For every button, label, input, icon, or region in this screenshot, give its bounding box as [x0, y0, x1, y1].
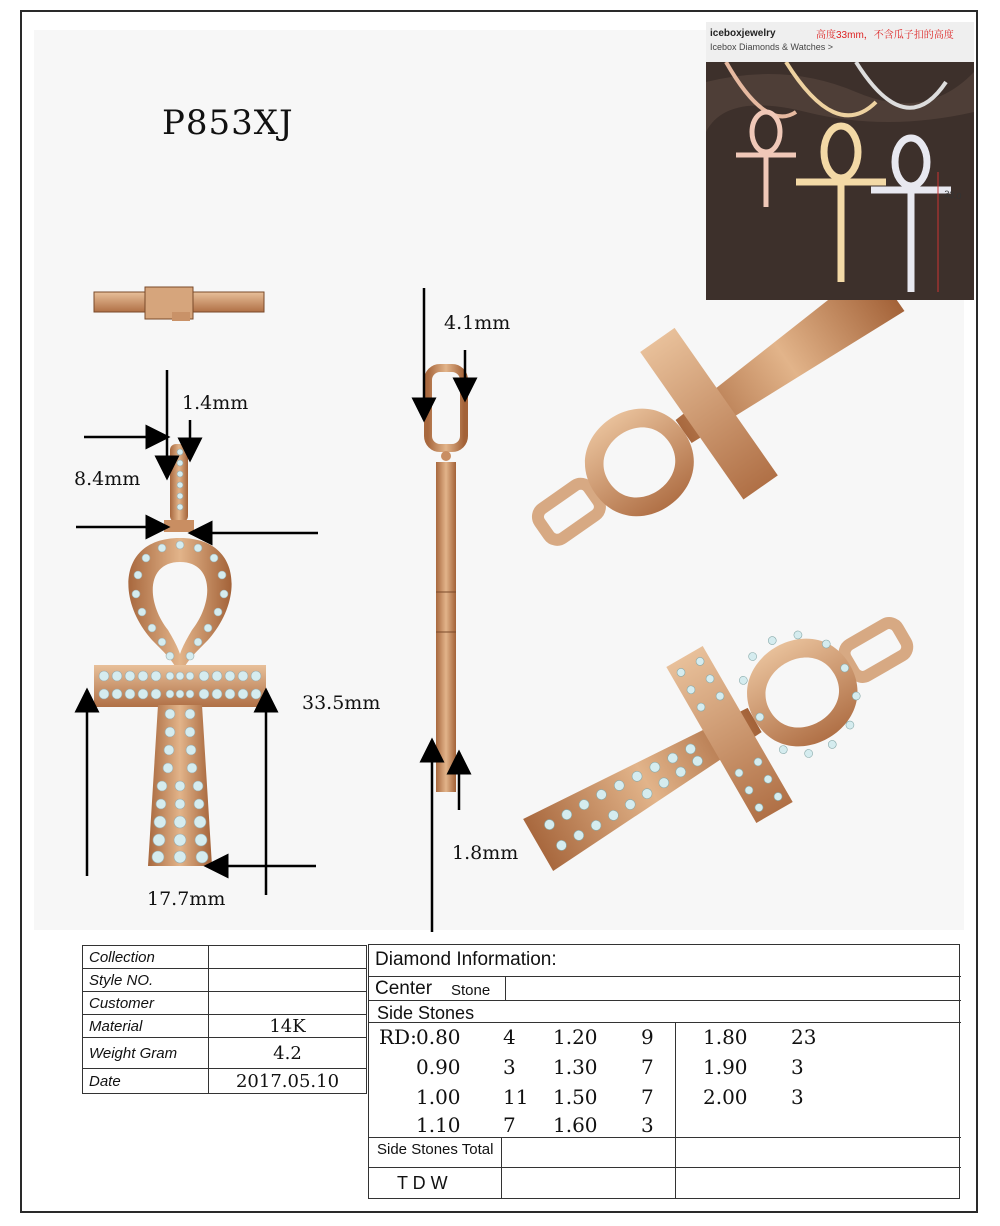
info-label: Material	[83, 1015, 209, 1038]
stone-qty: 3	[791, 1055, 804, 1079]
divider	[369, 1137, 961, 1138]
stone-qty: 11	[503, 1085, 529, 1109]
stone-qty: 3	[503, 1055, 516, 1079]
reference-photo	[706, 22, 974, 300]
style-title: P853XJ	[162, 103, 294, 143]
diamond-heading: Diamond Information:	[375, 949, 557, 970]
stone-qty: 3	[791, 1085, 804, 1109]
stone-render	[493, 557, 947, 923]
info-row-date	[83, 1069, 367, 1094]
info-row-weight	[83, 1038, 367, 1069]
info-label: Date	[83, 1069, 209, 1094]
stone-size: 1.80	[703, 1025, 748, 1049]
dim-top-width: 8.4mm	[74, 468, 141, 490]
stone-size: 1.60	[553, 1113, 598, 1137]
stone-qty: 7	[641, 1085, 654, 1109]
stone-qty: 7	[641, 1055, 654, 1079]
divider	[505, 976, 506, 1000]
divider	[675, 1022, 676, 1198]
stone-size: 1.90	[703, 1055, 748, 1079]
dim-bail-width: 1.4mm	[182, 392, 249, 414]
stone-size: 1.20	[553, 1025, 598, 1049]
front-view-ankh	[94, 444, 266, 866]
info-value: 14K	[209, 1015, 367, 1038]
top-view	[94, 287, 264, 321]
info-row-customer	[83, 992, 367, 1015]
dim-height: 33.5mm	[302, 692, 381, 714]
stone-size: 1.10	[416, 1113, 461, 1137]
info-label: Customer	[83, 992, 209, 1015]
info-row-material	[83, 1015, 367, 1038]
side-view	[428, 368, 464, 792]
divider	[369, 1167, 961, 1168]
stone-qty: 23	[791, 1025, 817, 1049]
reference-note-cn: 高度33mm，不含瓜子扣的高度	[816, 30, 954, 41]
stone-qty: 4	[503, 1025, 516, 1049]
center-stone-label: Stone	[451, 982, 491, 999]
tdw-label: T D W	[397, 1173, 448, 1193]
dim-thickness: 1.8mm	[452, 842, 519, 864]
stone-size: 2.00	[703, 1085, 748, 1109]
stone-size: 1.00	[416, 1085, 461, 1109]
stone-size: 1.50	[553, 1085, 598, 1109]
side-stones-label: Side Stones	[377, 1003, 475, 1023]
reference-photo-art	[706, 22, 974, 300]
info-value	[209, 992, 367, 1015]
stone-qty: 3	[641, 1113, 654, 1137]
info-label: Collection	[83, 946, 209, 969]
stone-qty: 9	[641, 1025, 654, 1049]
info-label: Weight Gram	[83, 1038, 209, 1069]
divider	[369, 976, 961, 977]
info-label: Style NO.	[83, 969, 209, 992]
stone-size: 1.30	[553, 1055, 598, 1079]
rd-prefix: RD:	[379, 1025, 417, 1049]
info-value	[209, 969, 367, 992]
center-label: Center	[375, 978, 433, 999]
side-stones-total-label: Side Stones Total	[377, 1141, 494, 1158]
reference-handwritten: 33.0	[943, 188, 963, 202]
dim-bail-opening: 4.1mm	[444, 312, 511, 334]
info-value: 2017.05.10	[209, 1069, 367, 1094]
info-value: 4.2	[209, 1038, 367, 1069]
stone-size: 0.90	[416, 1055, 461, 1079]
info-row-style	[83, 969, 367, 992]
info-value	[209, 946, 367, 969]
info-table	[82, 945, 367, 1094]
stone-size: 0.80	[416, 1025, 461, 1049]
stone-qty: 7	[503, 1113, 516, 1137]
reference-subtitle: Icebox Diamonds & Watches >	[710, 42, 833, 52]
divider	[369, 1000, 961, 1001]
diamond-info-box	[368, 944, 960, 1199]
reference-brand: iceboxjewelry	[710, 28, 776, 39]
divider	[501, 1137, 502, 1198]
info-row-collection	[83, 946, 367, 969]
dim-width: 17.7mm	[147, 888, 226, 910]
